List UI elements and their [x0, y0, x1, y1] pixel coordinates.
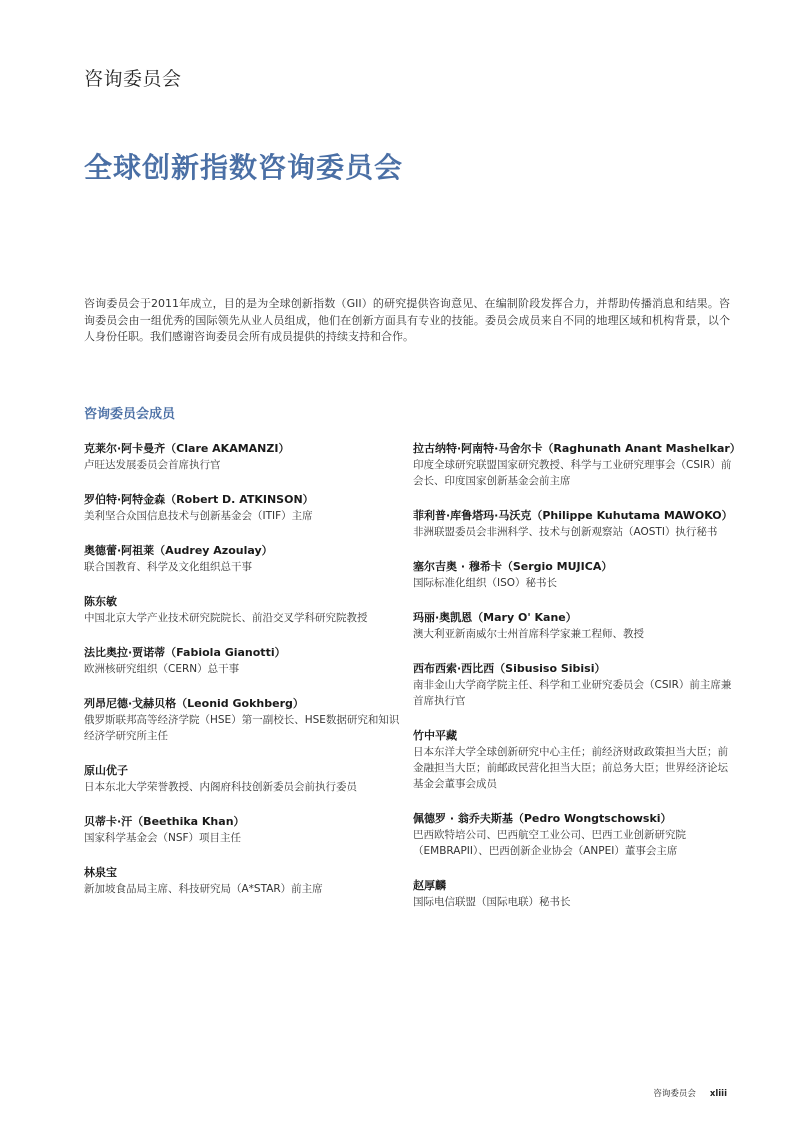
- member-role: 巴西欧特培公司、巴西航空工业公司、巴西工业创新研究院（EMBRAPII）、巴西创新企业协会（ANPEI）董事会主席: [413, 829, 686, 857]
- member-entry: [84, 644, 404, 677]
- member-role: 国家科学基金会（NSF）项目主任: [84, 832, 242, 844]
- member-entry: [413, 660, 733, 709]
- member-entry: [413, 727, 733, 792]
- member-role: 日本东洋大学全球创新研究中心主任；前经济财政政策担当大臣；前金融担当大臣；前邮政民营化担当大臣；前总务大臣；世界经济论坛基金会董事会成员: [413, 746, 728, 790]
- member-name: 罗伯特·阿特金森（Robert D. ATKINSON）: [84, 493, 314, 506]
- member-entry: [84, 762, 404, 795]
- intro-paragraph: 咨询委员会于2011年成立，目的是为全球创新指数（GII）的研究提供咨询意见、在编制阶段发挥合力，并帮助传播消息和结果。咨询委员会由一组优秀的国际领先从业人员组成，他们在创新方面具有专业的技能。委员会成员来自不同的地理区域和机构背景，以个人身份任职。我们感谢咨询委员会所有成员提供的持续支持和合作。: [84, 297, 730, 343]
- members-column-left: [84, 440, 404, 915]
- member-name: 奥德蕾·阿祖莱（Audrey Azoulay）: [84, 544, 273, 557]
- member-entry: [84, 491, 404, 524]
- page-footer: [653, 1087, 727, 1099]
- member-name: 菲利普·库鲁塔玛·马沃克（Philippe Kuhutama MAWOKO）: [413, 509, 733, 522]
- member-name: 塞尔吉奥 · 穆希卡（Sergio MUJICA）: [413, 560, 613, 573]
- member-name: 原山优子: [84, 764, 128, 777]
- member-name: 克莱尔·阿卡曼齐（Clare AKAMANZI）: [84, 442, 290, 455]
- member-entry: [84, 864, 404, 897]
- member-entry: [413, 609, 733, 642]
- page-number: xliii: [709, 1089, 727, 1099]
- member-role: 国际标准化组织（ISO）秘书长: [413, 577, 558, 589]
- member-name: 竹中平藏: [413, 729, 457, 742]
- member-name: 西布西索·西比西（Sibusiso Sibisi）: [413, 662, 606, 675]
- member-name: 法比奥拉·贾诺蒂（Fabiola Gianotti）: [84, 646, 286, 659]
- member-name: 林泉宝: [84, 866, 117, 879]
- member-role: 卢旺达发展委员会首席执行官: [84, 459, 221, 471]
- footer-section-label: 咨询委员会: [653, 1089, 696, 1099]
- members-column-right: [413, 440, 741, 928]
- member-role: 澳大利亚新南威尔士州首席科学家兼工程师、教授: [413, 628, 644, 640]
- member-role: 新加坡食品局主席、科技研究局（A*STAR）前主席: [84, 883, 323, 895]
- member-entry: [84, 440, 404, 473]
- member-role: 国际电信联盟（国际电联）秘书长: [413, 896, 571, 908]
- member-entry: [413, 810, 733, 859]
- member-name: 赵厚麟: [413, 879, 446, 892]
- section-header: 咨询委员会: [84, 68, 182, 90]
- member-name: 陈东敏: [84, 595, 117, 608]
- member-name: 玛丽·奥凯恩（Mary O' Kane）: [413, 611, 577, 624]
- member-role: 美利坚合众国信息技术与创新基金会（ITIF）主席: [84, 510, 313, 522]
- member-role: 南非金山大学商学院主任、科学和工业研究委员会（CSIR）前主席兼首席执行官: [413, 679, 732, 707]
- member-role: 中国北京大学产业技术研究院院长、前沿交叉学科研究院教授: [84, 612, 368, 624]
- member-name: 列昂尼德·戈赫贝格（Leonid Gokhberg）: [84, 697, 304, 710]
- member-role: 日本东北大学荣誉教授、内阁府科技创新委员会前执行委员: [84, 781, 357, 793]
- member-entry: [413, 877, 733, 910]
- member-role: 联合国教育、科学及文化组织总干事: [84, 561, 252, 573]
- members-heading: 咨询委员会成员: [84, 407, 176, 422]
- member-entry: [84, 813, 404, 846]
- member-entry: [84, 593, 404, 626]
- member-entry: [84, 542, 404, 575]
- member-name: 贝蒂卡·汗（Beethika Khan）: [84, 815, 245, 828]
- member-entry: [84, 695, 404, 744]
- member-name: 佩德罗 · 翁乔夫斯基（Pedro Wongtschowski）: [413, 812, 672, 825]
- member-entry: [413, 440, 741, 489]
- page-title: 全球创新指数咨询委员会: [84, 151, 404, 184]
- member-entry: [413, 558, 733, 591]
- member-role: 印度全球研究联盟国家研究教授、科学与工业研究理事会（CSIR）前会长、印度国家创新基金会前主席: [413, 459, 732, 487]
- member-role: 非洲联盟委员会非洲科学、技术与创新观察站（AOSTI）执行秘书: [413, 526, 718, 538]
- member-entry: [413, 507, 733, 540]
- member-role: 俄罗斯联邦高等经济学院（HSE）第一副校长、HSE数据研究和知识经济学研究所主任: [84, 714, 400, 742]
- member-name: 拉古纳特·阿南特·马舍尔卡（Raghunath Anant Mashelkar）: [413, 442, 741, 455]
- member-role: 欧洲核研究组织（CERN）总干事: [84, 663, 240, 675]
